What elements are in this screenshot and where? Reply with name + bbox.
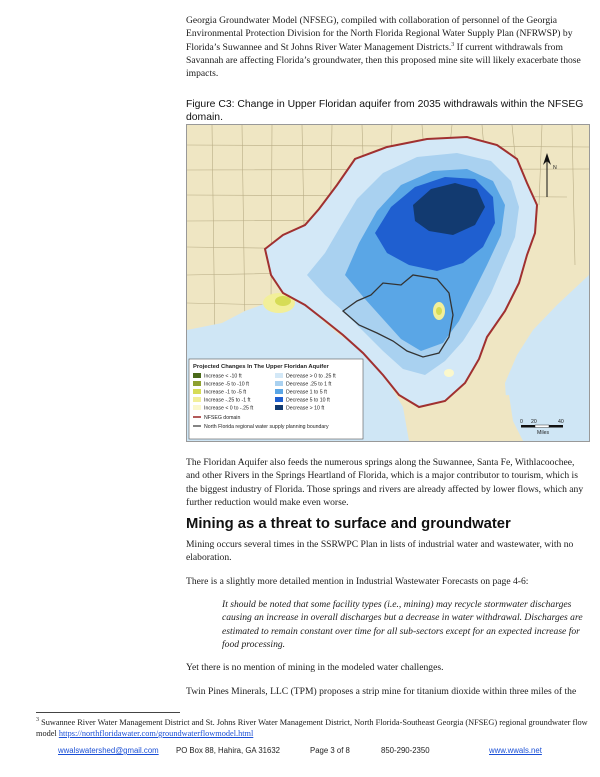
legend-label-inc-2: Increase -1 to -5 ft xyxy=(204,389,247,396)
footnote-divider xyxy=(36,712,180,713)
mining-paragraph: Mining occurs several times in the SSRWPC Plan in lists of industrial water and wastewater, with no elaboration. xyxy=(186,539,574,564)
legend-swatch-dec-0 xyxy=(275,373,283,378)
figure-caption: Figure C3: Change in Upper Floridan aquifer from 2035 withdrawals within the NFSEG domain. xyxy=(186,99,584,123)
scale-label-0: 0 xyxy=(520,419,523,425)
tpm-paragraph: Twin Pines Minerals, LLC (TPM) proposes a strip mine for titanium dioxide within three miles of the xyxy=(186,686,577,697)
springs-paragraph: The Floridan Aquifer also feeds the numerous springs along the Suwannee, Santa Fe, Withlacoochee, and other Rivers in the Springs Heartland of Florida, which is a major contributor to tourism, which is the biggest industry of Florida. Those springs and rivers are already affected by lower flows, which any further reduction would make even worse. xyxy=(186,457,584,508)
map-legend xyxy=(189,359,363,439)
legend-label-inc-3: Increase -.25 to -1 ft xyxy=(204,397,251,404)
footer-phone: 850-290-2350 xyxy=(381,746,430,755)
legend-title: Projected Changes In The Upper Floridan Aquifer xyxy=(193,364,329,370)
scale-label-40: 40 xyxy=(558,419,564,425)
legend-label-nfseg: NFSEG domain xyxy=(204,415,241,421)
north-label: N xyxy=(553,165,557,171)
footnote-ref[interactable]: 3 xyxy=(451,41,455,48)
aquifer-change-map xyxy=(186,124,590,442)
legend-swatch-inc-1 xyxy=(193,381,201,386)
footnote xyxy=(36,717,592,739)
intro-paragraph xyxy=(186,14,590,80)
legend-swatch-dec-3 xyxy=(275,397,283,402)
legend-swatch-inc-0 xyxy=(193,373,201,378)
scale-bar xyxy=(521,425,563,428)
legend-swatch-inc-4 xyxy=(193,405,201,410)
section-heading: Mining as a threat to surface and groundwater xyxy=(186,516,511,532)
legend-swatch-inc-2 xyxy=(193,389,201,394)
footer-website-link[interactable]: www.wwals.net xyxy=(489,746,542,755)
legend-label-planning: North Florida regional water supply planning boundary xyxy=(204,424,329,430)
intro-text-after: If current withdrawals from Savannah are affecting Florida’s groundwater, then this proposed mine site will likely exacerbate those impacts. xyxy=(186,41,581,80)
footnote-text: Suwannee River Water Management District and St. Johns River Water Management District, North Florida-Southeast Georgia (NFSEG) regional groundwater flow model xyxy=(36,718,588,738)
increase-spot-west-core xyxy=(275,296,291,306)
legend-label-dec-0: Decrease > 0 to .25 ft xyxy=(286,373,336,380)
legend-swatch-inc-3 xyxy=(193,397,201,402)
footer-page-number: Page 3 of 8 xyxy=(310,746,350,755)
legend-label-inc-0: Increase < -10 ft xyxy=(204,373,242,380)
intro-text: Georgia Groundwater Model (NFSEG), compiled with collaboration of personnel of the Georgia Environmental Protection Division for the North Florida Regional Water Supply Plan (NFRWSP) by Florida’s Suwannee and St Johns River Water Management Districts. xyxy=(186,15,573,53)
legend-label-dec-1: Decrease .25 to 1 ft xyxy=(286,381,332,388)
page-footer xyxy=(0,746,600,758)
map-svg xyxy=(187,125,589,441)
wastewater-paragraph: There is a slightly more detailed mention in Industrial Wastewater Forecasts on page 4-6: xyxy=(186,576,529,587)
footnote-link[interactable]: https://northfloridawater.com/groundwaterflowmodel.html xyxy=(58,729,254,738)
increase-spot-east-core xyxy=(436,307,442,315)
increase-spot-south xyxy=(444,369,454,377)
legend-swatch-dec-1 xyxy=(275,381,283,386)
scale-label-20: 20 xyxy=(531,419,537,425)
scale-unit: Miles xyxy=(537,430,550,436)
footnote-number: 3 xyxy=(36,717,39,724)
legend-label-dec-3: Decrease 5 to 10 ft xyxy=(286,397,330,404)
legend-label-inc-1: Increase -5 to -10 ft xyxy=(204,381,249,388)
legend-label-dec-4: Decrease > 10 ft xyxy=(286,405,325,412)
footer-address: PO Box 88, Hahira, GA 31632 xyxy=(176,746,281,755)
legend-label-inc-4: Increase < 0 to -.25 ft xyxy=(204,405,254,412)
modeled-paragraph: Yet there is no mention of mining in the modeled water challenges. xyxy=(186,662,444,673)
legend-label-dec-2: Decrease 1 to 5 ft xyxy=(286,389,327,396)
footer-email-link[interactable]: wwalswatershed@gmail.com xyxy=(58,746,159,755)
legend-swatch-dec-2 xyxy=(275,389,283,394)
plan-quote: It should be noted that some facility types (i.e., mining) may recycle stormwater discharges causing an increase in overall discharges but a decrease in water withdrawal. Discharges are estimated to remain constant over time for all sub-sectors except for an expected increase for food processing. xyxy=(222,599,583,650)
legend-swatch-dec-4 xyxy=(275,405,283,410)
